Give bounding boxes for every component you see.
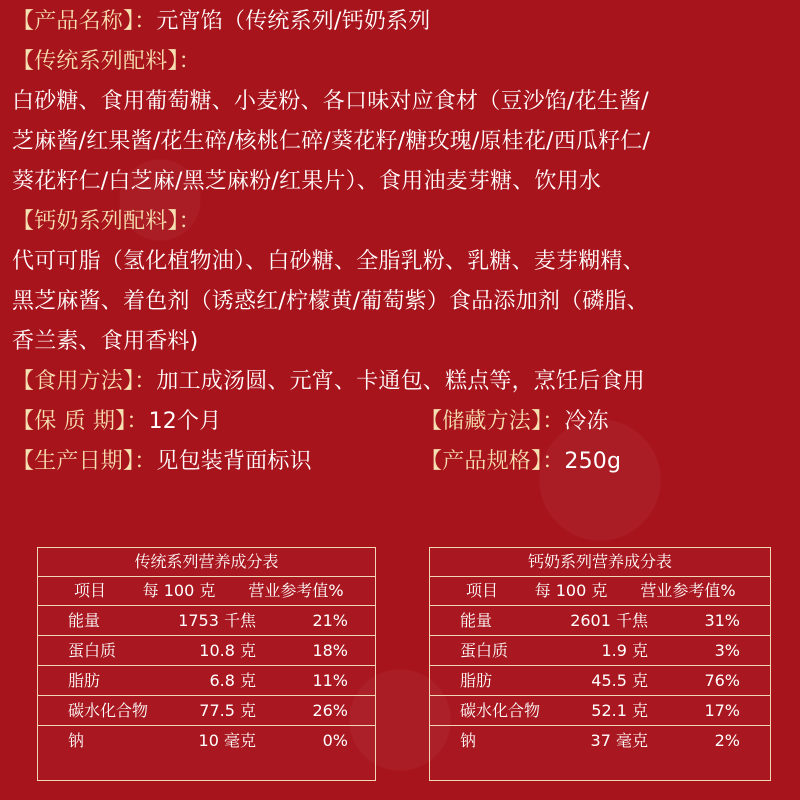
product-name-value: 元宵馅（传统系列/钙奶系列 (156, 9, 431, 34)
header-nrv: 营业参考值% (248, 581, 344, 600)
row-name: 脂肪 (460, 671, 493, 690)
shelf-label: 【保 质 期】： (12, 409, 149, 434)
specification (420, 442, 621, 482)
row-name: 蛋白质 (460, 641, 509, 660)
header-per100g: 每 100 克 (534, 581, 608, 600)
row-value: 2601 千焦 (570, 611, 648, 630)
row-name: 钠 (460, 731, 477, 750)
row-value: 1.9 克 (601, 641, 648, 660)
row-name: 能量 (460, 611, 493, 630)
table-row (38, 666, 375, 696)
row-nrv: 0% (322, 731, 348, 750)
milk-ingredients-label: 【钙奶系列配料】： (12, 209, 201, 234)
usage-line (12, 362, 792, 402)
table-header (38, 577, 375, 606)
table-row (430, 726, 770, 755)
row-nrv: 11% (312, 671, 348, 690)
table-header (430, 577, 770, 606)
header-item: 项目 (466, 581, 499, 600)
trad-ingredients-label: 【传统系列配料】： (12, 49, 201, 74)
production-date (12, 442, 420, 482)
row-nrv: 18% (312, 641, 348, 660)
prod-date-value: 见包装背面标识 (156, 449, 312, 474)
spec-label: 【产品规格】： (420, 449, 565, 474)
table-row (430, 636, 770, 666)
table-row (38, 726, 375, 755)
row-value: 37 毫克 (590, 731, 648, 750)
product-name-label: 【产品名称】： (12, 9, 157, 34)
trad-ingredients-line: 葵花籽仁/白芝麻/黑芝麻粉/红果片）、食用油麦芽糖、饮用水 (12, 169, 602, 194)
row-nrv: 21% (312, 611, 348, 630)
storage-label: 【储藏方法】： (420, 409, 565, 434)
row-name: 碳水化合物 (460, 701, 541, 720)
shelf-life (12, 402, 420, 442)
row-value: 52.1 克 (591, 701, 648, 720)
row-nrv: 26% (312, 701, 348, 720)
header-per100g: 每 100 克 (142, 581, 216, 600)
shelf-storage-line (12, 402, 792, 442)
table-title: 传统系列营养成分表 (38, 548, 375, 577)
table-row (38, 606, 375, 636)
table-row (430, 606, 770, 636)
product-name-line (12, 2, 792, 42)
shelf-value: 12个月 (148, 409, 222, 434)
row-nrv: 17% (704, 701, 740, 720)
table-row (430, 666, 770, 696)
usage-value: 加工成汤圆、元宵、卡通包、糕点等，烹饪后食用 (156, 369, 645, 394)
row-name: 能量 (68, 611, 101, 630)
row-value: 1753 千焦 (178, 611, 256, 630)
row-nrv: 2% (714, 731, 740, 750)
spec-value: 250g (564, 449, 622, 474)
usage-label: 【食用方法】： (12, 369, 157, 394)
trad-ingredients-line: 白砂糖、食用葡萄糖、小麦粉、各口味对应食材（豆沙馅/花生酱/ (12, 89, 649, 114)
row-value: 45.5 克 (591, 671, 648, 690)
row-name: 钠 (68, 731, 85, 750)
table-row (430, 696, 770, 726)
header-item: 项目 (74, 581, 107, 600)
table-row (38, 696, 375, 726)
row-name: 蛋白质 (68, 641, 117, 660)
row-name: 碳水化合物 (68, 701, 149, 720)
nutrition-table-calcium-milk (429, 547, 771, 781)
milk-ingredients-line: 代可可脂（氢化植物油）、白砂糖、全脂乳粉、乳糖、麦芽糊精、 (12, 249, 645, 274)
header-nrv: 营业参考值% (640, 581, 736, 600)
storage (420, 402, 609, 442)
storage-value: 冷冻 (564, 409, 609, 434)
date-spec-line (12, 442, 792, 482)
milk-ingredients-line: 香兰素、食用香料) (12, 329, 199, 354)
row-nrv: 76% (704, 671, 740, 690)
row-name: 脂肪 (68, 671, 101, 690)
nutrition-tables (37, 547, 777, 779)
table-row (38, 636, 375, 666)
row-nrv: 3% (714, 641, 740, 660)
trad-ingredients-line: 芝麻酱/红果酱/花生碎/核桃仁碎/葵花籽/糖玫瑰/原桂花/西瓜籽仁/ (12, 129, 651, 154)
nutrition-table-traditional (37, 547, 376, 781)
row-value: 10.8 克 (199, 641, 256, 660)
table-title: 钙奶系列营养成分表 (430, 548, 770, 577)
milk-ingredients-line: 黑芝麻酱、着色剂（诱惑红/柠檬黄/葡萄紫）食品添加剂（磷脂、 (12, 289, 649, 314)
prod-date-label: 【生产日期】： (12, 449, 157, 474)
row-value: 10 毫克 (198, 731, 256, 750)
row-value: 77.5 克 (199, 701, 256, 720)
row-nrv: 31% (704, 611, 740, 630)
row-value: 6.8 克 (209, 671, 256, 690)
product-info (12, 2, 792, 482)
